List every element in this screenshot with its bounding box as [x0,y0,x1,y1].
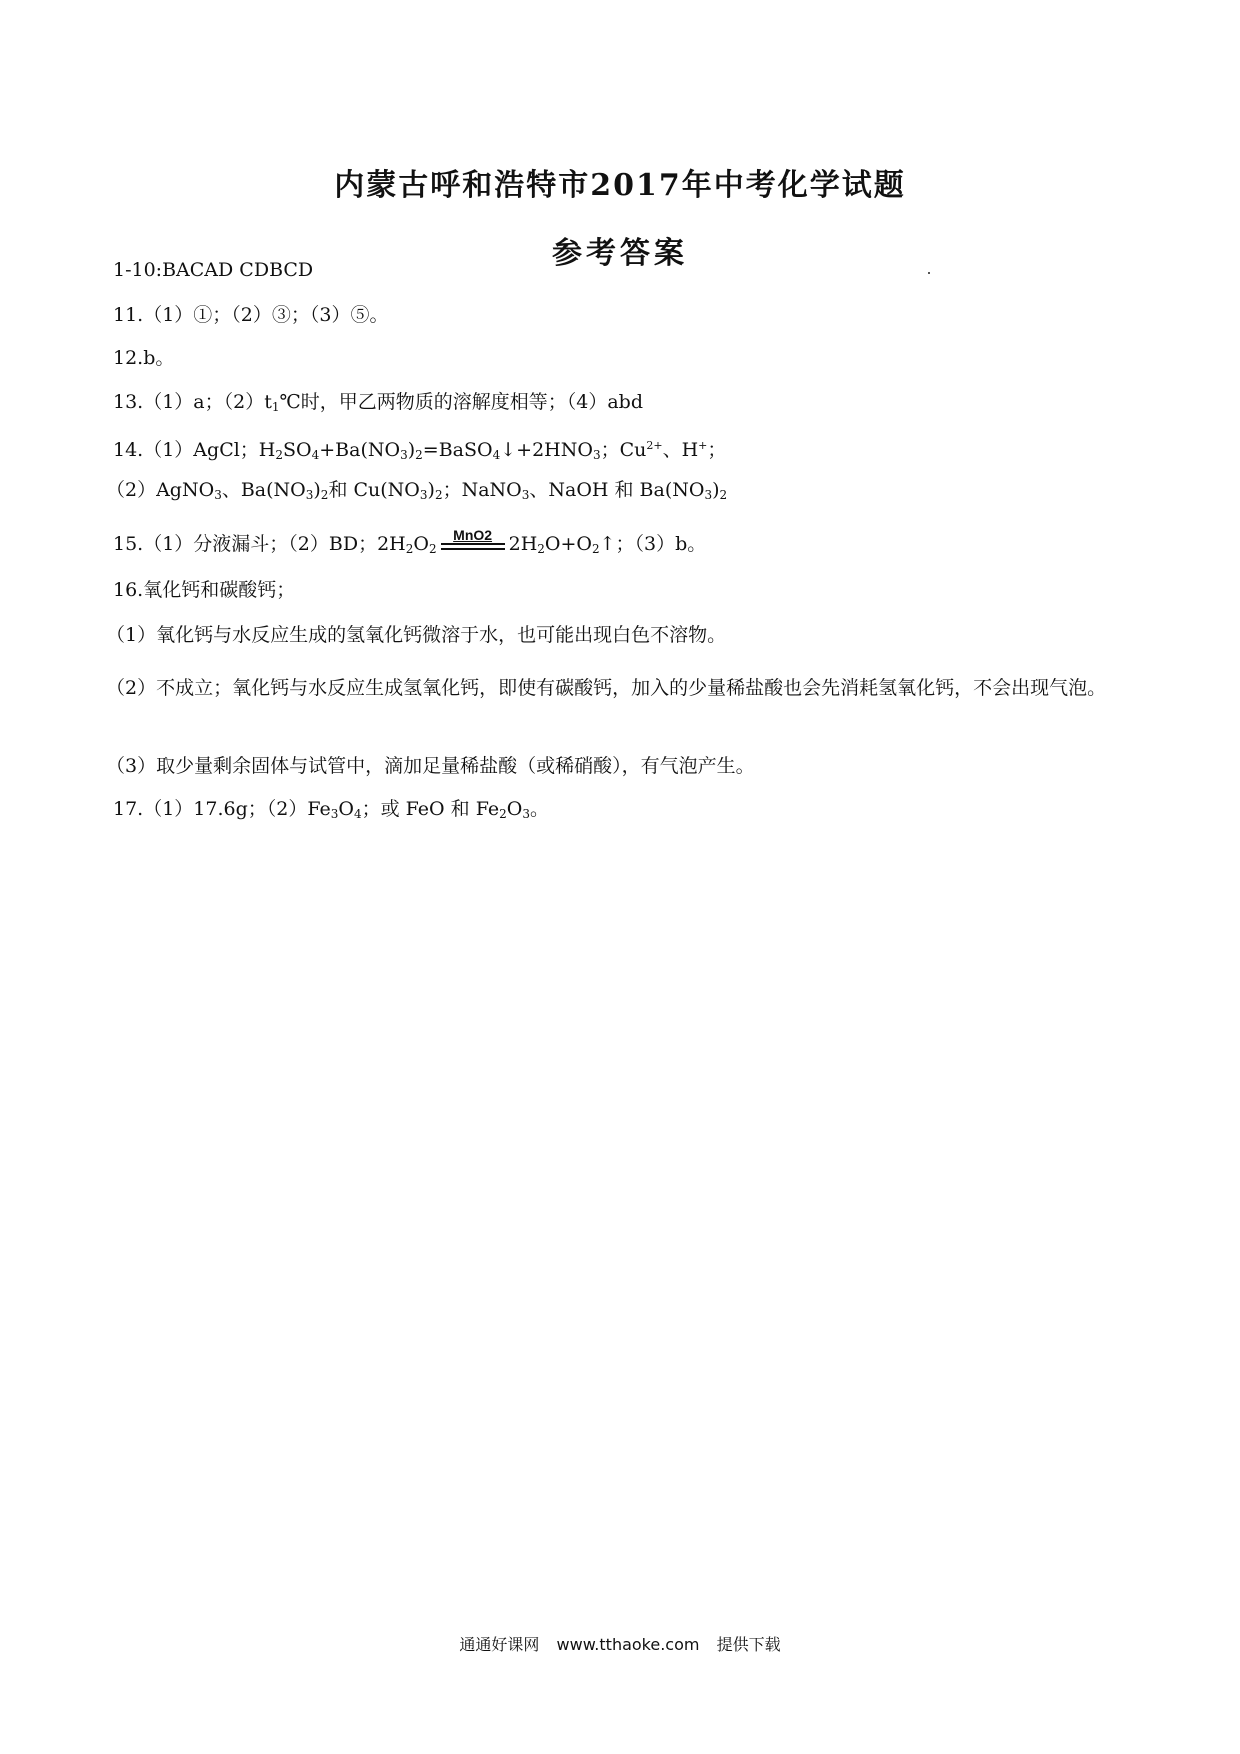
answer-14-part2: （2）AgNO$_3$、$Ba(NO_3)_2$和 $Cu(NO_3)_2$；NaNO$_3$、NaOH 和 $Ba(NO_3)_2$ [106,479,728,502]
answer-11: 11.（1）①；（2）③；（3）⑤。 [113,304,389,326]
answer-16-part3: （3）取少量剩余固体与试管中，滴加足量稀盐酸（或稀硝酸），有气泡产生。 [106,755,755,777]
answer-16-part1: （1）氧化钙与水反应生成的氢氧化钙微溶于水，也可能出现白色不溶物。 [106,624,727,646]
answer-13: 13.（1）a；$(2)t_1℃$时，甲乙两物质的溶解度相等；（4）abd [113,391,643,414]
page-footer [0,1632,1240,1655]
answer-17: 17.（1）17.6g；$(2)Fe_3O_4$；或 FeO 和 $Fe_2O_3$。 [113,798,549,821]
answer-16: 16.氧化钙和碳酸钙； [113,579,296,601]
page-title: 内蒙古呼和浩特市2017年中考化学试题 [334,168,906,203]
answer-16-part2: （2）不成立；氧化钙与水反应生成氢氧化钙，即使有碳酸钙，加入的少量稀盐酸也会先消耗氢氧化钙，不会出现气泡。 [106,677,1107,699]
footer-download-text: 提供下载 [716,1635,781,1654]
page-subtitle: 参考答案 [552,236,688,271]
answer-14-part1: 14.（1）AgCl；$H_2SO_4+Ba(NO_3)_2=BaSO_4↓+2HNO_3$；$Cu^{2+}$、H+； [113,439,727,462]
catalyst-equals-sign [441,527,505,557]
answer-12: 12.b。 [113,347,175,369]
catalyst-label: MnO2 [453,527,493,543]
stray-mark [928,272,930,274]
footer-site-name: 通通好课网 [459,1635,540,1654]
answer-15: 15.（1）分液漏斗；（2）BD；$2H_2O_2$ MnO2 $2H_2O+O_2↑$；（3）b。 [113,532,706,561]
footer-url[interactable]: www.tthaoke.com [556,1635,700,1654]
answer-1-10: 1-10:BACAD CDBCD [113,259,314,281]
